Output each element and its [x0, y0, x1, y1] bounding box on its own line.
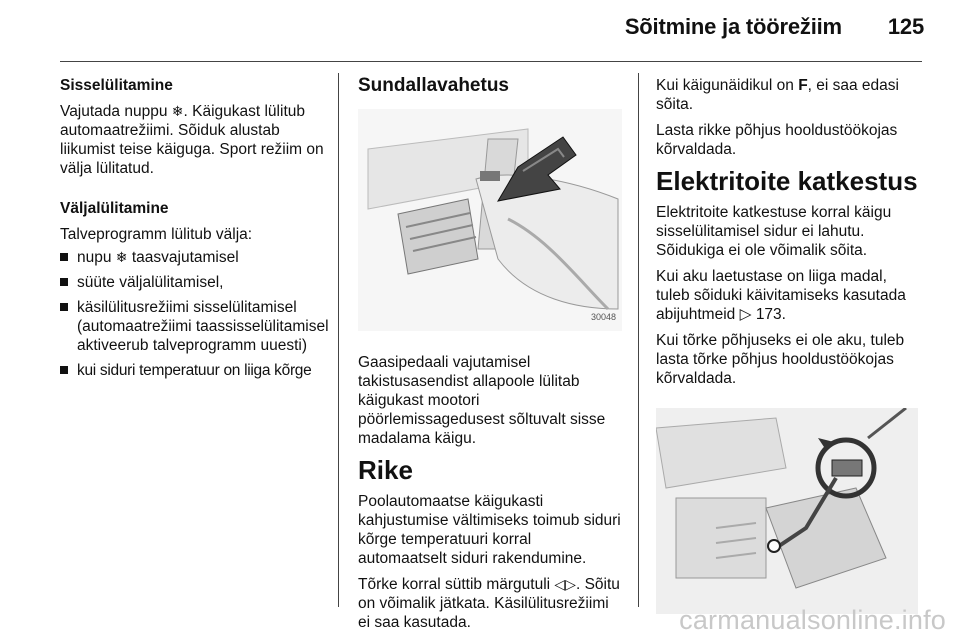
bullet-icon	[60, 303, 68, 311]
text: taasvajutamisel	[127, 249, 239, 266]
paragraph-f-indicator	[656, 76, 920, 114]
bullet-icon	[60, 253, 68, 261]
paragraph-off-intro: Talveprogramm lülitub välja:	[60, 226, 253, 243]
snowflake-icon: ❄	[171, 103, 184, 119]
column-divider-2	[638, 73, 639, 607]
paragraph-on	[60, 102, 330, 178]
text: Vajutada nuppu	[60, 103, 172, 120]
section-title-power-loss: Elektritoite katkestus	[656, 166, 918, 196]
figure-number: 30048	[590, 312, 616, 322]
paragraph-power-1: Elektritoite katkestuse korral käigu sisselülitamisel sidur ei lahutu. Sõidukiga ei ole võimalik sõita.	[656, 204, 892, 259]
watermark: carmanualsonline.info	[679, 605, 946, 635]
page-title: Sõitmine ja töörežiim	[624, 14, 842, 39]
column-1	[60, 76, 330, 386]
gearbox-drawing	[656, 408, 918, 614]
text: , ei saa edasi sõita.	[656, 77, 899, 113]
text: süüte väljalülitamisel,	[77, 274, 224, 291]
snowflake-icon: ❄	[115, 249, 128, 265]
paragraph-power-2	[656, 267, 920, 324]
paragraph-power-3: Kui tõrke põhjuseks ei ole aku, tuleb lasta tõrke põhjus hooldustöökojas kõrvaldada.	[656, 332, 905, 387]
pedal-drawing	[358, 109, 622, 331]
column-2	[358, 76, 622, 639]
bullet-icon	[60, 366, 68, 374]
column-3	[656, 76, 920, 614]
page-reference[interactable]: 173.	[755, 306, 786, 323]
list-item	[60, 273, 330, 292]
text: kui siduri temperatuur on liiga kõrge	[77, 362, 312, 379]
text: . Sõitu on võimalik jätkata. Käsilülitusrežiimi ei saa kasutada.	[358, 576, 620, 631]
page-reference-icon: ▷	[739, 306, 756, 323]
gearbox-illustration	[656, 408, 918, 614]
page-number: 125	[887, 14, 924, 39]
list-item	[60, 298, 330, 355]
text: . Käigukast lülitub automaatrežiimi. Sõiduk alustab liikumist teise käiguga. Sport režiim on välja lülitatud.	[60, 103, 324, 177]
subheading-off: Väljalülitamine	[60, 200, 169, 217]
paragraph-fault-2	[358, 575, 622, 632]
text: Tõrke korral süttib märgutuli	[358, 576, 555, 593]
list-item	[60, 361, 330, 380]
list-item	[60, 248, 330, 267]
text: Kui käigunäidikul on	[656, 77, 799, 94]
header-divider	[60, 61, 922, 62]
subheading-on: Sisselülitamine	[60, 77, 173, 94]
page-header	[625, 14, 924, 40]
pedal-illustration	[358, 109, 622, 331]
text: käsilülitusrežiimi sisselülitamisel (automaatrežiimi taassisselülitamisel aktiveerub talveprogramm uuesti)	[77, 299, 329, 354]
text: nupu	[77, 249, 116, 266]
paragraph-service: Lasta rikke põhjus hooldustöökojas kõrvaldada.	[656, 122, 898, 158]
section-heading-kickdown: Sundallavahetus	[358, 75, 509, 96]
gear-indicator-letter: F	[798, 77, 808, 94]
column-divider-1	[338, 73, 339, 607]
paragraph-fault-1: Poolautomaatse käigukasti kahjustumise vältimiseks toimub siduri kõrge temperatuuri korral automaatselt siduri rakendumine.	[358, 493, 621, 567]
paragraph-kickdown: Gaasipedaali vajutamisel takistusasendist allapoole lülitab käigukast mootori pöörlemissagedusest sõltuvalt sisse madalama käigu.	[358, 354, 606, 447]
gearbox-fault-icon: ◁▷	[554, 576, 576, 592]
section-title-fault: Rike	[358, 455, 413, 485]
text: Kui aku laetustase on liiga madal, tuleb sõiduki käivitamiseks kasutada abijuhtmeid	[656, 268, 906, 323]
bullet-list	[60, 248, 330, 380]
bullet-icon	[60, 278, 68, 286]
